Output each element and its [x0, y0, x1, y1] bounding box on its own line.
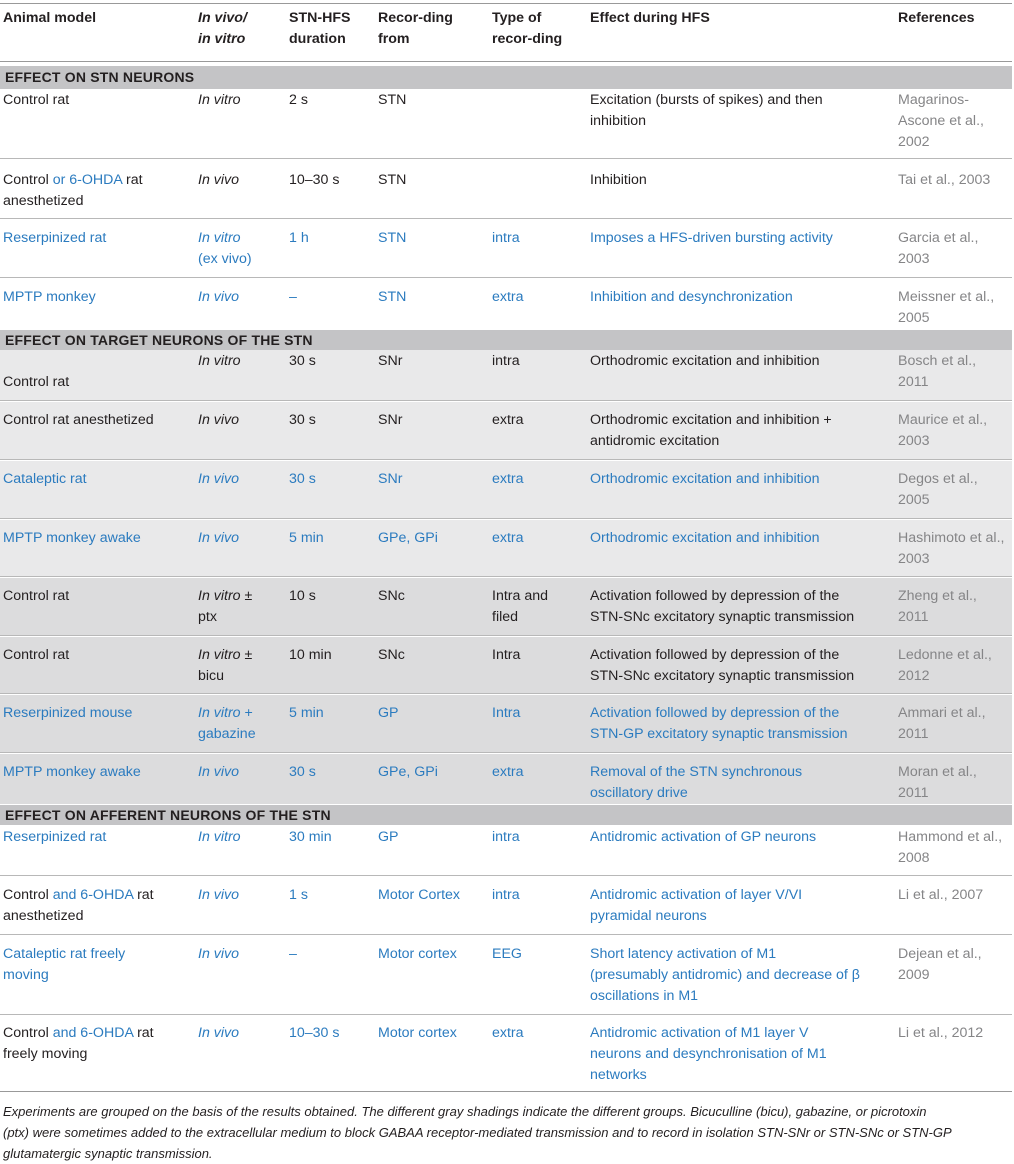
cell-reference-line: Magarinos-: [898, 92, 969, 108]
cell-effect: Inhibition and desynchronization: [590, 289, 793, 305]
cell-preparation: In vivo: [198, 172, 240, 188]
cell-recording-type: [492, 586, 548, 628]
section-header-afferent: [0, 805, 1012, 825]
cell-animal-model: MPTP monkey awake: [3, 530, 141, 546]
cell-animal-model: Reserpinized rat: [3, 230, 107, 246]
cell-animal-model: Reserpinized mouse: [3, 705, 133, 721]
animal-text: Control: [3, 887, 53, 903]
cell-effect: [590, 90, 823, 132]
cell-preparation: [198, 703, 256, 745]
cell-effect-line: antidromic excitation: [590, 432, 720, 449]
cell-reference-line: Moran et al.,: [898, 764, 977, 780]
table-row: [0, 754, 1012, 804]
cell-effect-line: STN-SNc excitatory synaptic transmission: [590, 608, 855, 625]
cell-duration: 1 h: [289, 230, 309, 246]
footnote-line: glutamatergic synaptic transmission.: [3, 1145, 213, 1161]
section-title-afferent: EFFECT ON AFFERENT NEURONS OF THE STN: [5, 807, 331, 823]
cell-duration: 10 s: [289, 588, 316, 604]
cell-animal-model: [3, 170, 143, 212]
cell-effect-line: Removal of the STN synchronous: [590, 764, 803, 780]
preparation-text: In vitro: [198, 705, 241, 721]
header-animal-model: Animal model: [3, 10, 97, 26]
cell-recording-from: SNc: [378, 588, 405, 604]
cell-animal-model-line: freely moving: [3, 1045, 88, 1062]
cell-duration: 5 min: [289, 705, 324, 721]
preparation-text: In vitro: [198, 588, 241, 604]
cell-recording-type: intra: [492, 887, 520, 903]
cell-animal-model: MPTP monkey: [3, 289, 96, 305]
animal-text: Control: [3, 172, 53, 188]
cell-recording-type: extra: [492, 289, 524, 305]
animal-text-highlight: and 6-OHDA: [52, 887, 134, 903]
cell-preparation-line: (ex vivo): [198, 250, 252, 267]
preparation-modifier: +: [240, 705, 253, 721]
header-effect: Effect during HFS: [590, 10, 710, 26]
cell-animal-model-line: moving: [3, 966, 49, 983]
preparation-modifier: ±: [240, 647, 253, 663]
animal-text: Control: [3, 1025, 53, 1041]
cell-duration: 30 s: [289, 412, 316, 428]
cell-reference-line: 2011: [898, 608, 929, 625]
cell-preparation-line: ptx: [198, 608, 217, 625]
cell-effect-line: networks: [590, 1066, 647, 1083]
cell-reference-line: Ledonne et al.,: [898, 647, 992, 663]
cell-recording-from: Motor cortex: [378, 1025, 457, 1041]
cell-reference-line: 2009: [898, 966, 930, 983]
cell-effect: [590, 410, 832, 452]
preparation-modifier: ±: [240, 588, 253, 604]
cell-effect-line: (presumably antidromic) and decrease of β: [590, 966, 860, 983]
cell-recording-type: Intra: [492, 705, 521, 721]
cell-reference: Li et al., 2007: [898, 887, 984, 903]
cell-preparation: In vivo: [198, 946, 240, 962]
cell-recording-type: extra: [492, 764, 524, 780]
header-invivo-line2: in vitro: [198, 30, 246, 47]
cell-effect-line: Antidromic activation of layer V/VI: [590, 887, 803, 903]
cell-preparation: In vivo: [198, 289, 240, 305]
cell-effect-line: oscillatory drive: [590, 784, 688, 801]
cell-reference: [898, 90, 984, 152]
cell-duration: –: [289, 289, 297, 305]
cell-reference: [898, 703, 986, 745]
cell-effect: Antidromic activation of GP neurons: [590, 829, 817, 845]
cell-recording-type: extra: [492, 530, 524, 546]
cell-recording-from: GPe, GPi: [378, 530, 438, 546]
cell-recording-type: EEG: [492, 946, 522, 962]
cell-duration: 30 s: [289, 471, 316, 487]
cell-reference-line: Hashimoto et al.,: [898, 530, 1005, 546]
cell-animal-model-line: anesthetized: [3, 907, 84, 924]
table-row: [0, 578, 1012, 636]
cell-duration: 10–30 s: [289, 172, 340, 188]
cell-reference-line: Ammari et al.,: [898, 705, 986, 721]
table-row: [0, 826, 1012, 876]
cell-reference-line: Zheng et al.,: [898, 588, 977, 604]
cell-animal-model-line: [3, 885, 154, 906]
cell-preparation: [198, 645, 252, 687]
header-type: [492, 8, 562, 50]
section-header-stn: [0, 66, 1012, 89]
table-row: [0, 936, 1012, 1015]
header-invivo-line1: In vivo/: [198, 10, 247, 26]
cell-recording-from: GPe, GPi: [378, 764, 438, 780]
cell-reference: [898, 944, 982, 986]
cell-effect-line: pyramidal neurons: [590, 907, 707, 924]
table-footnote: [3, 1102, 1009, 1164]
table-header-row: [0, 8, 1012, 60]
cell-effect: Orthodromic excitation and inhibition: [590, 353, 820, 369]
cell-reference: [898, 586, 977, 628]
cell-reference-line: 2011: [898, 373, 929, 390]
cell-recording-from: STN: [378, 172, 407, 188]
header-recording-from-line2: from: [378, 30, 410, 47]
table-row: [0, 160, 1012, 219]
cell-reference-line: Meissner et al.,: [898, 289, 995, 305]
cell-duration: 10 min: [289, 647, 332, 663]
table-row: [0, 402, 1012, 460]
cell-animal-model: Cataleptic rat: [3, 471, 87, 487]
cell-reference-line: Maurice et al.,: [898, 412, 988, 428]
cell-effect: [590, 885, 802, 927]
cell-effect: [590, 1023, 827, 1085]
cell-recording-from: Motor Cortex: [378, 887, 460, 903]
cell-reference: [898, 528, 1004, 570]
animal-text-highlight: and 6-OHDA: [52, 1025, 134, 1041]
cell-effect: Imposes a HFS-driven bursting activity: [590, 230, 833, 246]
cell-reference: [898, 410, 987, 452]
table-bottom-rule: [0, 1091, 1012, 1092]
cell-effect-line: Orthodromic excitation and inhibition +: [590, 412, 832, 428]
cell-reference-line: 2011: [898, 784, 929, 801]
cell-reference-line: 2008: [898, 849, 930, 866]
table-row: [0, 695, 1012, 753]
table-row: [0, 637, 1012, 694]
cell-preparation: In vivo: [198, 530, 240, 546]
cell-reference: [898, 645, 992, 687]
cell-reference-line: 2012: [898, 667, 930, 684]
cell-recording-from: STN: [378, 92, 407, 108]
cell-recording-from: Motor cortex: [378, 946, 457, 962]
cell-reference: [898, 287, 994, 329]
cell-animal-model: Control rat: [3, 374, 70, 390]
cell-effect: [590, 944, 860, 1006]
cell-effect: Orthodromic excitation and inhibition: [590, 530, 820, 546]
table-row: [0, 89, 1012, 159]
cell-effect: Orthodromic excitation and inhibition: [590, 471, 820, 487]
cell-effect-line: Short latency activation of M1: [590, 946, 777, 962]
cell-duration: 30 s: [289, 353, 316, 369]
cell-preparation: In vivo: [198, 412, 240, 428]
cell-animal-model: [3, 944, 125, 986]
cell-recording-type-line: Intra and: [492, 588, 549, 604]
cell-duration: 10–30 s: [289, 1025, 340, 1041]
cell-recording-from: GP: [378, 829, 399, 845]
cell-recording-type: extra: [492, 412, 524, 428]
cell-preparation: [198, 228, 252, 270]
cell-recording-from: STN: [378, 289, 407, 305]
cell-reference-line: Ascone et al.,: [898, 112, 984, 129]
cell-preparation-line: In vitro: [198, 230, 241, 246]
cell-preparation-line: bicu: [198, 667, 225, 684]
cell-effect-line: Activation followed by depression of the: [590, 588, 840, 604]
cell-duration: –: [289, 946, 297, 962]
cell-preparation: In vivo: [198, 764, 240, 780]
cell-effect-line: Activation followed by depression of the: [590, 647, 840, 663]
cell-animal-model: Control rat: [3, 647, 70, 663]
cell-recording-from: SNr: [378, 412, 403, 428]
table-row: [0, 520, 1012, 577]
header-duration: [289, 8, 350, 50]
cell-effect-line: Activation followed by depression of the: [590, 705, 840, 721]
cell-reference: [898, 351, 976, 393]
cell-recording-from: SNc: [378, 647, 405, 663]
footnote-line: (ptx) were sometimes added to the extracellular medium to block GABAA receptor-mediated transmission and to record in isolation STN-SNr or STN-SNc or STN-GP: [3, 1124, 952, 1140]
animal-text: rat: [133, 1025, 154, 1041]
cell-preparation: In vitro: [198, 92, 241, 108]
cell-recording-type: intra: [492, 829, 520, 845]
cell-recording-from: SNr: [378, 471, 403, 487]
cell-preparation-line: [198, 703, 256, 724]
table-row: [0, 877, 1012, 935]
cell-effect: Inhibition: [590, 172, 647, 188]
table-header-rule: [0, 61, 1012, 62]
cell-animal-model: Control rat: [3, 92, 70, 108]
header-references: References: [898, 10, 975, 26]
animal-text: rat: [122, 172, 143, 188]
cell-reference-line: 2011: [898, 725, 929, 742]
section-header-target: [0, 330, 1012, 350]
cell-recording-type: extra: [492, 471, 524, 487]
cell-effect-line: Excitation (bursts of spikes) and then: [590, 92, 823, 108]
cell-effect: [590, 703, 848, 745]
table-top-rule: [0, 3, 1012, 4]
section-title-stn: EFFECT ON STN NEURONS: [5, 69, 195, 85]
animal-text: rat: [133, 887, 154, 903]
footnote-line: Experiments are grouped on the basis of the results obtained. The different gray shadings indicate the different groups. Bicuculline (bicu), gabazine, or picrotoxin: [3, 1104, 927, 1119]
header-recording-from-line1: Recor-ding: [378, 10, 453, 26]
cell-reference: Li et al., 2012: [898, 1025, 984, 1041]
cell-preparation: In vitro: [198, 353, 241, 369]
cell-effect: [590, 586, 854, 628]
cell-recording-type: intra: [492, 353, 520, 369]
header-invivo-invitro: [198, 8, 247, 50]
cell-effect-line: Antidromic activation of M1 layer V: [590, 1025, 809, 1041]
cell-duration: 30 min: [289, 829, 332, 845]
cell-reference-line: Hammond et al.,: [898, 829, 1003, 845]
cell-reference-line: Garcia et al.,: [898, 230, 979, 246]
cell-reference-line: Dejean et al.,: [898, 946, 982, 962]
cell-preparation: In vitro: [198, 829, 241, 845]
cell-effect-line: inhibition: [590, 112, 647, 129]
cell-duration: 1 s: [289, 887, 308, 903]
cell-reference: Tai et al., 2003: [898, 172, 991, 188]
table-row: [0, 350, 1012, 401]
cell-duration: 30 s: [289, 764, 316, 780]
preparation-text: In vitro: [198, 647, 241, 663]
cell-recording-type: Intra: [492, 647, 521, 663]
cell-duration: 5 min: [289, 530, 324, 546]
cell-preparation: In vivo: [198, 1025, 240, 1041]
cell-recording-from: STN: [378, 230, 407, 246]
cell-animal-model: [3, 1023, 154, 1065]
cell-preparation: [198, 586, 252, 628]
table-row: [0, 279, 1012, 329]
cell-reference: [898, 762, 977, 804]
cell-preparation-line: gabazine: [198, 725, 256, 742]
cell-preparation-line: [198, 586, 252, 607]
cell-reference-line: 2003: [898, 250, 930, 267]
cell-animal-model: Control rat anesthetized: [3, 412, 154, 428]
cell-recording-from: SNr: [378, 353, 403, 369]
cell-effect: [590, 762, 802, 804]
cell-recording-type-line: filed: [492, 608, 519, 625]
animal-text-highlight: or 6-OHDA: [52, 172, 123, 188]
cell-recording-type: intra: [492, 230, 520, 246]
header-duration-line2: duration: [289, 30, 346, 47]
cell-reference-line: Degos et al.,: [898, 471, 978, 487]
cell-preparation: In vivo: [198, 471, 240, 487]
cell-effect: [590, 645, 854, 687]
header-type-line1: Type of: [492, 10, 542, 26]
cell-animal-model: MPTP monkey awake: [3, 764, 141, 780]
cell-duration: 2 s: [289, 92, 308, 108]
cell-reference-line: 2002: [898, 133, 930, 150]
cell-animal-model: [3, 885, 154, 927]
cell-effect-line: STN-SNc excitatory synaptic transmission: [590, 667, 855, 684]
cell-reference: [898, 228, 978, 270]
cell-animal-model-line: anesthetized: [3, 192, 84, 209]
cell-reference-line: 2005: [898, 309, 930, 326]
header-type-line2: recor-ding: [492, 30, 563, 47]
cell-reference: [898, 469, 978, 511]
cell-preparation: In vivo: [198, 887, 240, 903]
cell-effect-line: neurons and desynchronisation of M1: [590, 1045, 827, 1062]
cell-preparation-line: [198, 645, 252, 666]
cell-reference-line: 2003: [898, 550, 930, 567]
cell-animal-model: Control rat: [3, 588, 70, 604]
cell-animal-model-line: [3, 170, 143, 191]
cell-reference-line: 2003: [898, 432, 930, 449]
cell-reference-line: 2005: [898, 491, 930, 508]
table-row: [0, 461, 1012, 519]
cell-recording-from: GP: [378, 705, 399, 721]
cell-reference-line: Bosch et al.,: [898, 353, 977, 369]
header-recording-from: [378, 8, 453, 50]
table-row: [0, 1016, 1012, 1091]
cell-recording-type: extra: [492, 1025, 524, 1041]
cell-effect-line: STN-GP excitatory synaptic transmission: [590, 725, 848, 742]
section-title-target: EFFECT ON TARGET NEURONS OF THE STN: [5, 332, 313, 348]
cell-animal-model-line: Cataleptic rat freely: [3, 946, 126, 962]
cell-reference: [898, 827, 1002, 869]
cell-animal-model-line: [3, 1023, 154, 1044]
header-duration-line1: STN-HFS: [289, 10, 351, 26]
cell-effect-line: oscillations in M1: [590, 987, 699, 1004]
table-row: [0, 220, 1012, 278]
cell-animal-model: Reserpinized rat: [3, 829, 107, 845]
